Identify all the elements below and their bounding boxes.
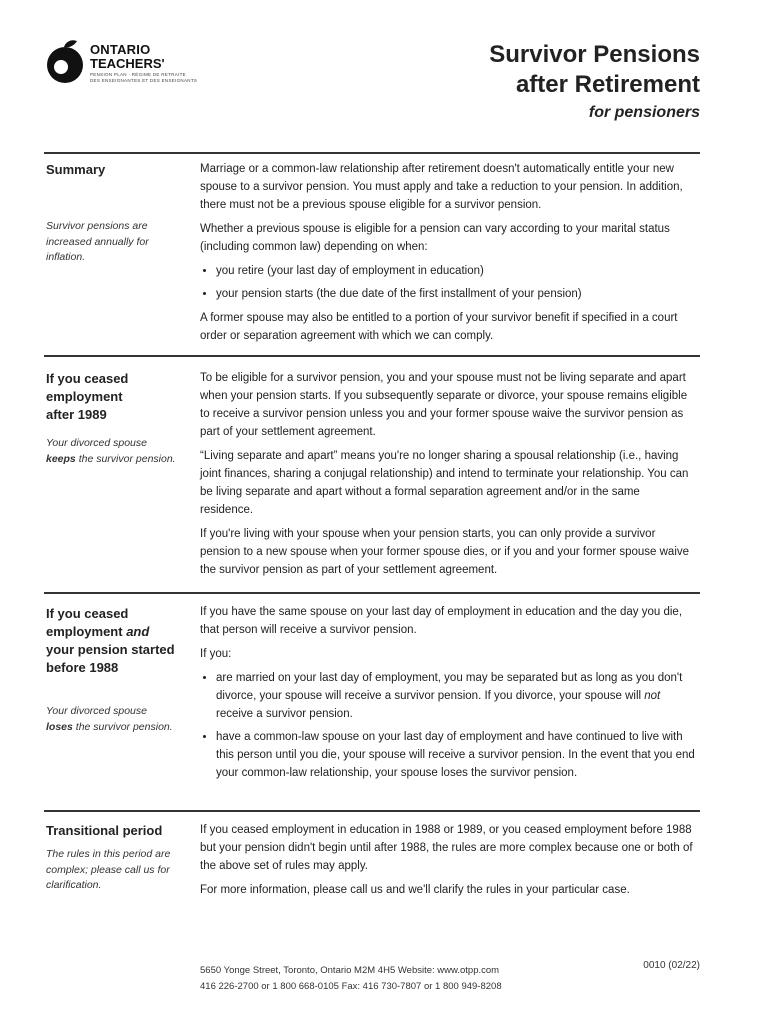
list-item: • your pension starts (the due date of the first installment of your pension) bbox=[216, 285, 695, 303]
note-text: Your divorced spouse bbox=[46, 437, 147, 449]
section-title-transitional: Transitional period bbox=[46, 823, 163, 838]
side-note-transitional: The rules in this period are complex; please call us for clarification. bbox=[46, 848, 171, 891]
section-body-summary bbox=[200, 160, 695, 351]
title-line2: after Retirement bbox=[515, 71, 700, 98]
title-line bbox=[46, 623, 186, 641]
org-tagline-line2: DES ENSEIGNANTES ET DES ENSEIGNANTS bbox=[90, 78, 198, 83]
bullet-list bbox=[200, 262, 695, 303]
paragraph: If you have the same spouse on your last day of employment in education and the day you die, that person will receive a survivor pension. bbox=[200, 606, 683, 636]
section-title-after-1989 bbox=[46, 370, 186, 424]
org-name-line1: ONTARIO bbox=[90, 42, 151, 57]
list-item: • you retire (your last day of employment in education) bbox=[216, 262, 695, 280]
title-line: your pension started bbox=[46, 642, 175, 657]
paragraph: Marriage or a common-law relationship after retirement doesn't automatically entitle your new spouse to a survivor pension. You must apply and take a reduction to your pension. In addition, there must not be a previous spouse eligible for a survivor pension. bbox=[200, 163, 683, 211]
side-note-after-1989 bbox=[46, 436, 176, 467]
title-line1: Survivor Pensions bbox=[489, 41, 700, 68]
title-line: employment bbox=[46, 389, 123, 404]
bullet-list bbox=[200, 669, 695, 782]
note-text: the survivor pension. bbox=[75, 452, 176, 465]
document-title bbox=[489, 40, 700, 100]
section-body-before-1988 bbox=[200, 603, 695, 788]
section-divider bbox=[44, 592, 700, 594]
title-emphasis: and bbox=[126, 624, 150, 639]
paragraph: A former spouse may also be entitled to a portion of your survivor benefit if specified in a court order or separation agreement with which we can comply. bbox=[200, 312, 678, 342]
paragraph: If you ceased employment in education in 1988 or 1989, or you ceased employment before 1988 but your pension didn't begin until after 1988, the rules are more complex because one or both of the above set of rules may apply. bbox=[200, 824, 693, 872]
form-code: 0010 (02/22) bbox=[643, 960, 700, 971]
side-note-before-1988 bbox=[46, 704, 176, 735]
note-emphasis: loses bbox=[46, 720, 73, 733]
document-subtitle: for pensioners bbox=[588, 104, 700, 121]
paragraph: For more information, please call us and we'll clarify the rules in your particular case. bbox=[200, 884, 630, 896]
section-body-transitional bbox=[200, 821, 695, 905]
note-emphasis: keeps bbox=[46, 452, 76, 465]
title-line: If you ceased bbox=[46, 606, 129, 621]
section-title-before-1988 bbox=[46, 605, 186, 677]
paragraph: “Living separate and apart” means you're no longer sharing a spousal relationship (i.e., having joint finances, sharing a conjugal relationship) and intend to terminate your relationship. You can be living separate and apart without a formal separation agreement and/or in the same residence. bbox=[200, 450, 689, 516]
paragraph: If you: bbox=[200, 648, 232, 660]
note-text: Your divorced spouse bbox=[46, 705, 147, 717]
title-line: before 1988 bbox=[46, 660, 119, 675]
side-note-summary: Survivor pensions are increased annually for inflation. bbox=[46, 220, 149, 263]
footer-phone-line: 416 226-2700 or 1 800 668-0105 Fax: 416 730-7807 or 1 800 949-8208 bbox=[200, 981, 502, 992]
otpp-logo bbox=[44, 38, 224, 94]
list-item: • have a common-law spouse on your last day of employment and have continued to live with this person until you die, your spouse will receive a survivor pension. In the event that you end your common-law relationship, your spouse loses the survivor pension. bbox=[216, 728, 695, 782]
paragraph: If you're living with your spouse when your pension starts, you can only provide a survivor pension to a new spouse when your former spouse dies, or if you and your former spouse waive the survivor pension as part of your settlement agreement. bbox=[200, 528, 690, 576]
list-item bbox=[216, 669, 695, 723]
section-divider bbox=[44, 152, 700, 154]
footer-contact bbox=[200, 963, 502, 995]
section-divider bbox=[44, 355, 700, 357]
footer-address-line: 5650 Yonge Street, Toronto, Ontario M2M 4H5 Website: www.otpp.com bbox=[200, 965, 500, 976]
apple-logo-icon bbox=[44, 38, 86, 84]
section-title-summary: Summary bbox=[46, 162, 106, 177]
paragraph: To be eligible for a survivor pension, you and your spouse must not be living separate and apart when your pension starts. If you subsequently separate or divorce, your spouse remains eligible to receive a survivor pension unless you and your former spouse waive the survivor pension as part of your settlement agreement. bbox=[200, 372, 688, 438]
paragraph: Whether a previous spouse is eligible for a pension can vary according to your marital status (including common law) depending on when: bbox=[200, 223, 670, 253]
title-line: If you ceased bbox=[46, 371, 129, 386]
list-emphasis: not bbox=[644, 690, 661, 702]
title-text: employment bbox=[46, 624, 127, 639]
section-body-after-1989 bbox=[200, 369, 695, 585]
org-tagline-line1: PENSION PLAN · RÉGIME DE RETRAITE bbox=[90, 72, 186, 77]
list-text: are married on your last day of employment, you may be separated but as long as you don't divorce, your spouse will receive a survivor pension. If you divorce, your spouse will bbox=[216, 672, 683, 702]
note-text: the survivor pension. bbox=[72, 720, 173, 733]
list-text: receive a survivor pension. bbox=[216, 708, 353, 720]
section-divider bbox=[44, 810, 700, 812]
org-name-line2: TEACHERS' bbox=[90, 56, 165, 71]
title-line: after 1989 bbox=[46, 407, 107, 422]
